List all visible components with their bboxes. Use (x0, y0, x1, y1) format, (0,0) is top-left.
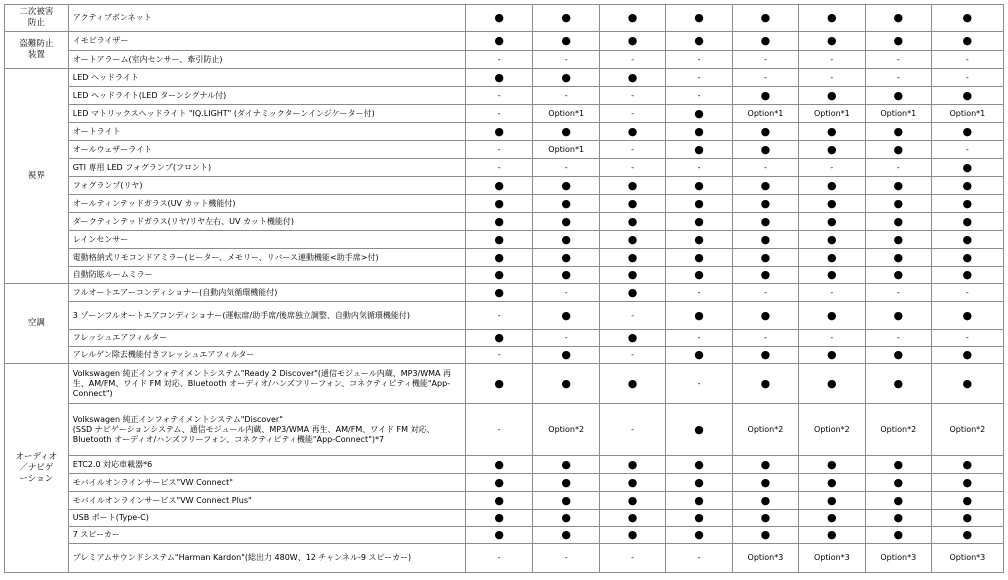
availability-cell: ● (600, 474, 666, 492)
availability-cell: ● (865, 267, 931, 284)
feature-cell: モバイルオンラインサービス"VW Connect Plus" (68, 492, 465, 510)
availability-cell: ● (865, 195, 931, 213)
availability-cell: ● (666, 510, 733, 527)
availability-cell: - (466, 141, 533, 159)
availability-cell: - (600, 87, 666, 105)
feature-cell: オートライト (68, 123, 465, 141)
availability-cell: ● (865, 492, 931, 510)
availability-cell: ● (798, 527, 865, 544)
availability-cell: ● (732, 5, 798, 32)
availability-cell: Option*1 (533, 141, 600, 159)
availability-cell: ● (466, 330, 533, 347)
table-row (5, 123, 1004, 141)
availability-cell: Option*1 (732, 105, 798, 123)
table-row (5, 330, 1004, 347)
availability-cell: ● (732, 302, 798, 330)
availability-cell: ● (798, 213, 865, 231)
availability-cell: ● (865, 474, 931, 492)
availability-cell: ● (666, 249, 733, 267)
availability-cell: ● (732, 123, 798, 141)
availability-cell: ● (798, 364, 865, 404)
availability-cell: ● (600, 177, 666, 195)
availability-cell: ● (798, 347, 865, 364)
availability-cell: ● (732, 87, 798, 105)
availability-cell: ● (600, 284, 666, 302)
availability-cell: ● (466, 492, 533, 510)
feature-cell: アレルゲン除去機能付きフレッシュエアフィルター (68, 347, 465, 364)
availability-cell: ● (600, 364, 666, 404)
category-cell: 二次被害 防止 (5, 5, 69, 32)
availability-cell: ● (666, 456, 733, 474)
table-row (5, 267, 1004, 284)
availability-cell: ● (533, 69, 600, 87)
category-cell: 視界 (5, 69, 69, 284)
availability-cell: - (533, 544, 600, 573)
category-cell: 盗難防止 装置 (5, 32, 69, 69)
availability-cell: - (600, 141, 666, 159)
availability-cell: ● (798, 510, 865, 527)
availability-cell: - (666, 87, 733, 105)
availability-cell: ● (466, 456, 533, 474)
availability-cell: - (666, 284, 733, 302)
availability-cell: ● (931, 302, 1003, 330)
availability-cell: - (533, 51, 600, 69)
availability-cell: ● (732, 474, 798, 492)
availability-cell: ● (533, 249, 600, 267)
availability-cell: ● (798, 456, 865, 474)
availability-cell: ● (533, 347, 600, 364)
availability-cell: ● (865, 456, 931, 474)
availability-cell: ● (533, 492, 600, 510)
table-row (5, 456, 1004, 474)
availability-cell: ● (931, 159, 1003, 177)
availability-cell: ● (732, 364, 798, 404)
feature-cell: プレミアムサウンドシステム"Harman Kardon"(総出力 480W、12 チャンネル-9 スピーカー) (68, 544, 465, 573)
availability-cell: ● (533, 177, 600, 195)
feature-cell: フォグランプ(リヤ) (68, 177, 465, 195)
availability-cell: Option*1 (931, 105, 1003, 123)
availability-cell: - (666, 51, 733, 69)
availability-cell: - (732, 51, 798, 69)
availability-cell: ● (865, 527, 931, 544)
table-row (5, 51, 1004, 69)
availability-cell: ● (666, 213, 733, 231)
availability-cell: ● (533, 302, 600, 330)
availability-cell: ● (865, 347, 931, 364)
availability-cell: ● (600, 527, 666, 544)
table-row (5, 105, 1004, 123)
table-row (5, 284, 1004, 302)
availability-cell: ● (865, 231, 931, 249)
availability-cell: ● (732, 527, 798, 544)
table-row (5, 249, 1004, 267)
availability-cell: ● (600, 510, 666, 527)
availability-cell: - (533, 159, 600, 177)
availability-cell: ● (865, 249, 931, 267)
availability-cell: - (798, 159, 865, 177)
availability-cell: - (931, 51, 1003, 69)
availability-cell: - (931, 141, 1003, 159)
availability-cell: ● (931, 32, 1003, 51)
availability-cell: ● (466, 364, 533, 404)
availability-cell: - (533, 87, 600, 105)
availability-cell: ● (666, 195, 733, 213)
feature-cell: レインセンサー (68, 231, 465, 249)
availability-cell: ● (931, 213, 1003, 231)
availability-cell: - (600, 544, 666, 573)
availability-cell: ● (931, 177, 1003, 195)
availability-cell: ● (533, 364, 600, 404)
availability-cell: - (466, 159, 533, 177)
availability-cell: ● (798, 87, 865, 105)
availability-cell: ● (798, 249, 865, 267)
availability-cell: ● (533, 195, 600, 213)
table-row (5, 213, 1004, 231)
availability-cell: - (666, 159, 733, 177)
availability-cell: - (466, 347, 533, 364)
availability-cell: - (865, 51, 931, 69)
availability-cell: ● (798, 141, 865, 159)
availability-cell: ● (931, 527, 1003, 544)
table-row (5, 231, 1004, 249)
availability-cell: ● (931, 231, 1003, 249)
availability-cell: ● (666, 231, 733, 249)
availability-cell: ● (732, 195, 798, 213)
availability-cell: Option*2 (798, 404, 865, 456)
availability-cell: ● (666, 267, 733, 284)
feature-cell: モバイルオンラインサービス"VW Connect" (68, 474, 465, 492)
availability-cell: ● (466, 32, 533, 51)
availability-cell: - (600, 105, 666, 123)
availability-cell: ● (865, 177, 931, 195)
availability-cell: ● (466, 510, 533, 527)
equipment-spec-table (4, 4, 1004, 573)
availability-cell: ● (865, 87, 931, 105)
availability-cell: - (466, 87, 533, 105)
availability-cell: ● (600, 5, 666, 32)
availability-cell: ● (466, 474, 533, 492)
availability-cell: ● (600, 195, 666, 213)
availability-cell: ● (732, 249, 798, 267)
availability-cell: ● (600, 249, 666, 267)
availability-cell: ● (798, 267, 865, 284)
availability-cell: - (600, 302, 666, 330)
availability-cell: - (865, 69, 931, 87)
availability-cell: ● (666, 492, 733, 510)
availability-cell: Option*3 (732, 544, 798, 573)
availability-cell: - (666, 364, 733, 404)
table-row (5, 32, 1004, 51)
availability-cell: - (732, 69, 798, 87)
availability-cell: ● (732, 492, 798, 510)
availability-cell: ● (466, 69, 533, 87)
availability-cell: - (666, 544, 733, 573)
availability-cell: ● (666, 105, 733, 123)
availability-cell: ● (666, 302, 733, 330)
availability-cell: - (466, 51, 533, 69)
availability-cell: ● (865, 123, 931, 141)
table-row (5, 510, 1004, 527)
availability-cell: ● (533, 527, 600, 544)
availability-cell: ● (931, 195, 1003, 213)
table-row (5, 69, 1004, 87)
availability-cell: ● (466, 123, 533, 141)
availability-cell: ● (600, 213, 666, 231)
availability-cell: ● (798, 195, 865, 213)
availability-cell: ● (533, 213, 600, 231)
availability-cell: - (732, 330, 798, 347)
availability-cell: Option*3 (865, 544, 931, 573)
feature-cell: フルオートエアーコンディショナー(自動内気循環機能付) (68, 284, 465, 302)
availability-cell: ● (865, 141, 931, 159)
table-row (5, 527, 1004, 544)
availability-cell: - (466, 544, 533, 573)
availability-cell: ● (666, 5, 733, 32)
availability-cell: ● (732, 267, 798, 284)
availability-cell: ● (931, 267, 1003, 284)
availability-cell: ● (732, 213, 798, 231)
availability-cell: ● (931, 364, 1003, 404)
table-row (5, 492, 1004, 510)
availability-cell: ● (466, 249, 533, 267)
availability-cell: ● (466, 284, 533, 302)
availability-cell: ● (732, 456, 798, 474)
availability-cell: ● (466, 231, 533, 249)
availability-cell: - (798, 284, 865, 302)
availability-cell: ● (600, 267, 666, 284)
availability-cell: ● (533, 510, 600, 527)
availability-cell: ● (666, 404, 733, 456)
availability-cell: - (666, 330, 733, 347)
availability-cell: - (533, 284, 600, 302)
availability-cell: - (466, 404, 533, 456)
table-row (5, 404, 1004, 456)
availability-cell: ● (600, 123, 666, 141)
availability-cell: Option*3 (798, 544, 865, 573)
availability-cell: ● (732, 177, 798, 195)
table-row (5, 544, 1004, 573)
availability-cell: ● (666, 527, 733, 544)
availability-cell: - (600, 404, 666, 456)
table-row (5, 347, 1004, 364)
feature-cell: LED ヘッドライト(LED ターンシグナル付) (68, 87, 465, 105)
availability-cell: Option*1 (533, 105, 600, 123)
availability-cell: ● (865, 32, 931, 51)
availability-cell: ● (666, 177, 733, 195)
feature-cell: フレッシュエアフィルター (68, 330, 465, 347)
availability-cell: ● (732, 347, 798, 364)
availability-cell: ● (600, 231, 666, 249)
availability-cell: ● (732, 231, 798, 249)
availability-cell: ● (466, 267, 533, 284)
availability-cell: ● (865, 510, 931, 527)
availability-cell: ● (666, 474, 733, 492)
availability-cell: Option*2 (533, 404, 600, 456)
availability-cell: ● (931, 492, 1003, 510)
feature-cell: オールウェザーライト (68, 141, 465, 159)
availability-cell: Option*1 (865, 105, 931, 123)
feature-cell: アクティブボンネット (68, 5, 465, 32)
feature-cell: LED マトリックスヘッドライト "IQ.LIGHT" (ダイナミックターンインジケーター付) (68, 105, 465, 123)
category-cell: オーディオ ／ナビゲ ーション (5, 364, 69, 573)
category-cell: 空調 (5, 284, 69, 364)
availability-cell: ● (600, 330, 666, 347)
availability-cell: ● (865, 213, 931, 231)
availability-cell: ● (466, 527, 533, 544)
feature-cell: オートアラーム(室内センサー、牽引防止) (68, 51, 465, 69)
availability-cell: - (666, 69, 733, 87)
table-row (5, 141, 1004, 159)
availability-cell: - (466, 302, 533, 330)
availability-cell: ● (732, 510, 798, 527)
availability-cell: - (732, 284, 798, 302)
availability-cell: ● (931, 5, 1003, 32)
availability-cell: ● (466, 177, 533, 195)
availability-cell: - (865, 284, 931, 302)
feature-cell: GTI 専用 LED フォグランプ(フロント) (68, 159, 465, 177)
feature-cell: イモビライザー (68, 32, 465, 51)
availability-cell: ● (865, 302, 931, 330)
availability-cell: ● (798, 177, 865, 195)
feature-cell: USB ポート(Type-C) (68, 510, 465, 527)
availability-cell: Option*2 (732, 404, 798, 456)
availability-cell: - (732, 159, 798, 177)
availability-cell: ● (798, 474, 865, 492)
table-row (5, 195, 1004, 213)
feature-cell: ETC2.0 対応車載器*6 (68, 456, 465, 474)
table-row (5, 302, 1004, 330)
availability-cell: ● (931, 123, 1003, 141)
availability-cell: ● (798, 32, 865, 51)
availability-cell: ● (666, 347, 733, 364)
availability-cell: ● (798, 302, 865, 330)
availability-cell: Option*2 (931, 404, 1003, 456)
availability-cell: ● (533, 231, 600, 249)
table-row (5, 159, 1004, 177)
availability-cell: - (798, 330, 865, 347)
availability-cell: ● (533, 474, 600, 492)
availability-cell: ● (533, 456, 600, 474)
feature-cell: オールティンテッドガラス(UV カット機能付) (68, 195, 465, 213)
availability-cell: ● (600, 456, 666, 474)
availability-cell: ● (931, 456, 1003, 474)
availability-cell: Option*2 (865, 404, 931, 456)
availability-cell: ● (798, 231, 865, 249)
availability-cell: ● (666, 123, 733, 141)
availability-cell: ● (931, 87, 1003, 105)
availability-cell: ● (931, 474, 1003, 492)
availability-cell: ● (666, 141, 733, 159)
table-row (5, 87, 1004, 105)
availability-cell: ● (466, 213, 533, 231)
feature-cell: 自動防眩ルームミラー (68, 267, 465, 284)
availability-cell: ● (931, 347, 1003, 364)
availability-cell: - (600, 51, 666, 69)
availability-cell: ● (798, 123, 865, 141)
availability-cell: ● (533, 5, 600, 32)
availability-cell: - (798, 69, 865, 87)
availability-cell: ● (600, 492, 666, 510)
availability-cell: - (865, 330, 931, 347)
availability-cell: ● (798, 5, 865, 32)
availability-cell: ● (732, 141, 798, 159)
availability-cell: ● (798, 492, 865, 510)
availability-cell: - (600, 347, 666, 364)
feature-cell: 電動格納式リモコンドアミラー(ヒーター、メモリー、リバース連動機能<助手席>付) (68, 249, 465, 267)
availability-cell: - (931, 284, 1003, 302)
availability-cell: ● (533, 123, 600, 141)
availability-cell: - (600, 159, 666, 177)
availability-cell: ● (865, 364, 931, 404)
feature-cell: 3 ゾーンフルオートエアコンディショナー(運転席/助手席/後席独立調整、自動内気循環機能付) (68, 302, 465, 330)
availability-cell: - (798, 51, 865, 69)
table-row (5, 364, 1004, 404)
availability-cell: - (931, 69, 1003, 87)
feature-cell: ダークティンテッドガラス(リヤ/リヤ左右、UV カット機能付) (68, 213, 465, 231)
availability-cell: ● (931, 249, 1003, 267)
table-row (5, 5, 1004, 32)
availability-cell: Option*3 (931, 544, 1003, 573)
availability-cell: ● (865, 5, 931, 32)
feature-cell: Volkswagen 純正インフォテイメントシステム"Discover" (SSD ナビゲーションシステム、通信モジュール内蔵、MP3/WMA 再生、AM/FM、ワイド FM 対応、Bluetooth オーディオ/ハンズフリーフォン、コネクティビティ機能"App-Connect")*7 (68, 404, 465, 456)
availability-cell: ● (533, 267, 600, 284)
availability-cell: ● (732, 32, 798, 51)
feature-cell: LED ヘッドライト (68, 69, 465, 87)
availability-cell: - (865, 159, 931, 177)
availability-cell: - (533, 330, 600, 347)
availability-cell: ● (466, 195, 533, 213)
availability-cell: - (466, 105, 533, 123)
table-row (5, 177, 1004, 195)
availability-cell: ● (666, 32, 733, 51)
availability-cell: - (931, 330, 1003, 347)
feature-cell: Volkswagen 純正インフォテイメントシステム"Ready 2 Discover"(通信モジュール内蔵、MP3/WMA 再生、AM/FM、ワイド FM 対応、Bluetooth オーディオ/ハンズフリーフォン、コネクティビティ機能"App-Connect") (68, 364, 465, 404)
availability-cell: ● (931, 510, 1003, 527)
table-row (5, 474, 1004, 492)
availability-cell: ● (466, 5, 533, 32)
availability-cell: ● (533, 32, 600, 51)
availability-cell: Option*1 (798, 105, 865, 123)
availability-cell: ● (600, 69, 666, 87)
availability-cell: ● (600, 32, 666, 51)
feature-cell: 7 スピーカー (68, 527, 465, 544)
